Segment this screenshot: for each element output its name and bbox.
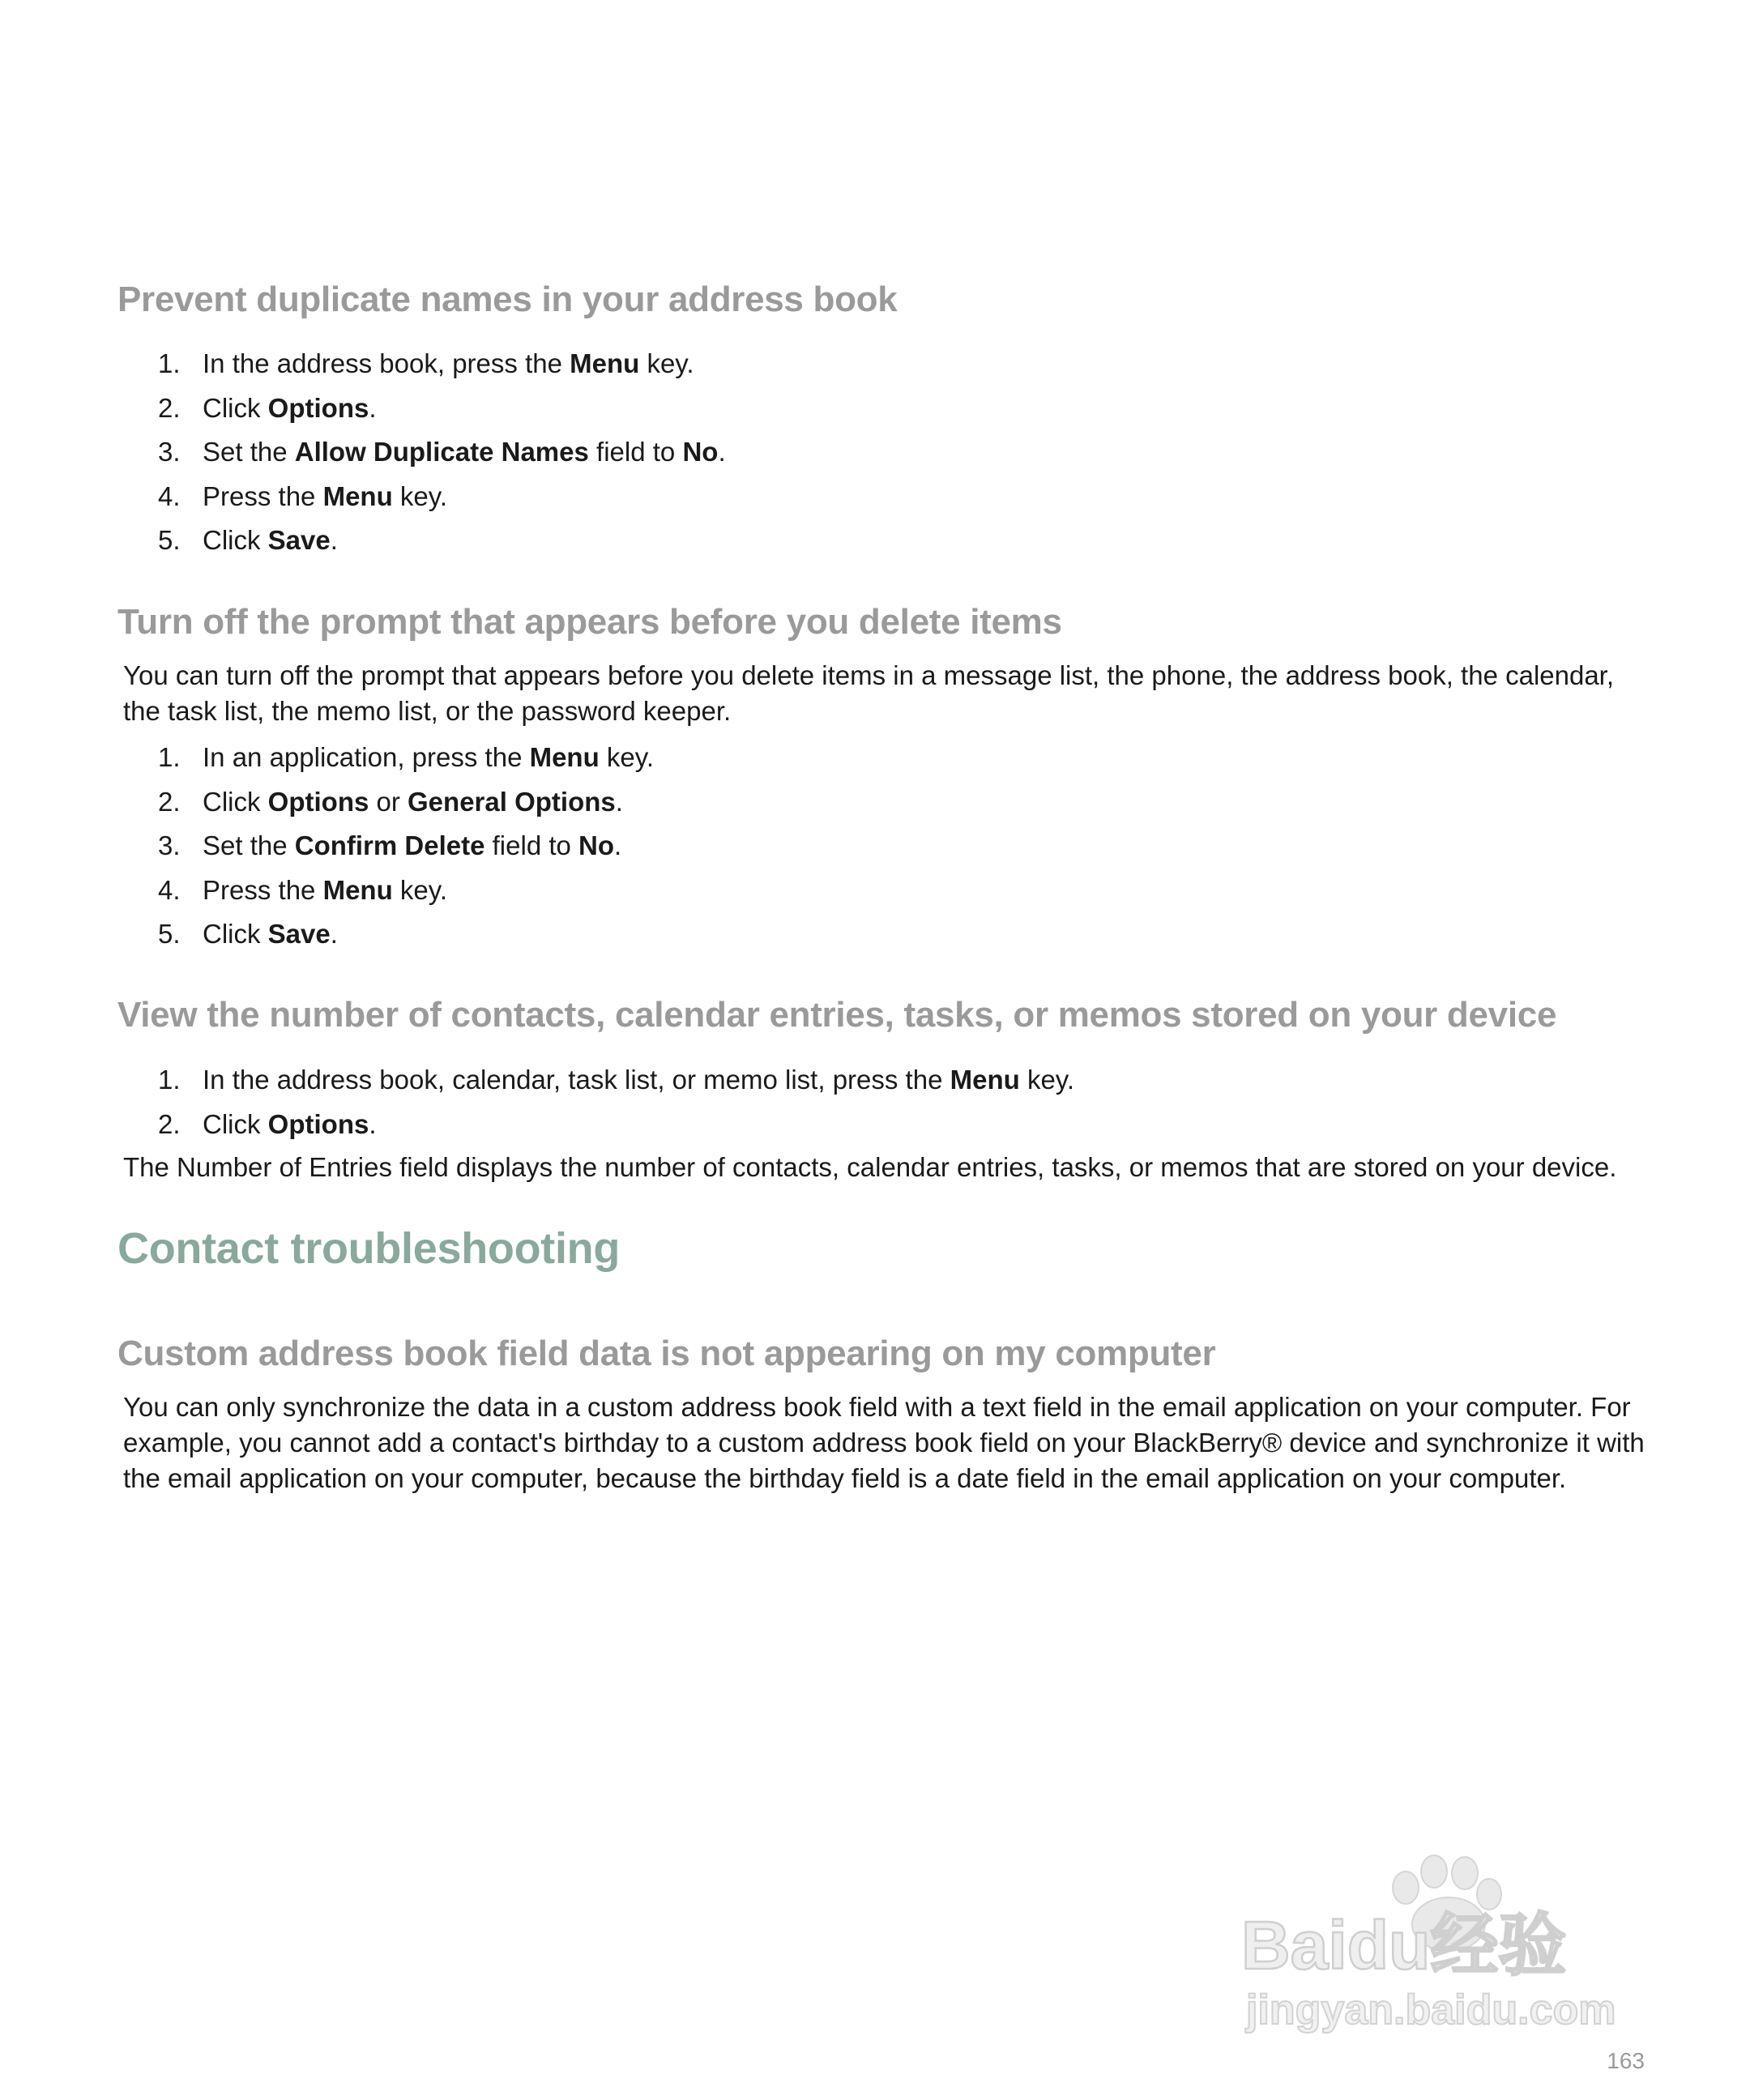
step-item (158, 1103, 1074, 1147)
step-text: Set the (203, 437, 295, 467)
chapter-heading-contact-troubleshooting: Contact troubleshooting (117, 1224, 621, 1273)
step-number: 1. (158, 742, 181, 772)
step-bold-term: Options (267, 1108, 369, 1139)
step-bold-term: Menu (950, 1065, 1020, 1095)
step-number: 1. (158, 1065, 181, 1095)
step-bold-term: Save (267, 919, 331, 949)
step-text: Set the (203, 830, 295, 860)
step-number: 3. (158, 437, 181, 467)
step-text: Click (203, 1108, 268, 1139)
section-heading-custom-field: Custom address book field data is not appearing on my computer (117, 1334, 1216, 1373)
step-text: In the address book, calendar, task list, or memo list, press the (203, 1065, 950, 1095)
step-item (158, 824, 654, 869)
step-number: 1. (158, 348, 181, 378)
step-number: 5. (158, 919, 181, 949)
step-number: 5. (158, 525, 181, 555)
step-text: or (369, 786, 408, 817)
section-heading-view-number: View the number of contacts, calendar entries, tasks, or memos stored on your device (117, 995, 1557, 1035)
step-text: . (369, 392, 377, 423)
step-bold-term: Menu (322, 874, 393, 905)
step-text: Click (203, 919, 268, 949)
step-text: Press the (203, 480, 323, 511)
step-item (158, 519, 726, 563)
step-bold-term: Save (267, 525, 331, 555)
step-text: key. (599, 742, 655, 772)
section-note-view-number: The Number of Entries field displays the number of contacts, calendar entries, tasks, or memos that are stored on your device. (123, 1152, 1617, 1182)
step-text: Click (203, 392, 268, 423)
step-bold-term: Menu (529, 742, 600, 772)
step-text: key. (392, 874, 447, 905)
page-number: 163 (1607, 2048, 1645, 2073)
step-item (158, 736, 654, 780)
step-bold-term: No (578, 830, 615, 860)
step-item (158, 342, 726, 386)
step-bold-term: Confirm Delete (294, 830, 485, 860)
step-text: Press the (203, 874, 323, 905)
steps-list-view-number (158, 1058, 1074, 1146)
step-item (158, 912, 654, 957)
step-text: field to (484, 830, 579, 860)
step-text: . (330, 919, 338, 949)
section-intro-turn-off-prompt: You can turn off the prompt that appears before you delete items in a message list, the phone, the address book, the calendar, the task list, the memo list, or the password keeper. (123, 660, 1615, 726)
step-item (158, 475, 726, 519)
step-text: . (614, 830, 622, 860)
watermark-url-text: jingyan.baidu.com (1246, 1987, 1616, 2034)
step-text: . (718, 437, 726, 467)
step-number: 4. (158, 480, 181, 511)
step-number: 2. (158, 1108, 181, 1139)
step-bold-term: Options (267, 786, 369, 817)
step-text: . (615, 786, 623, 817)
section-heading-turn-off-prompt: Turn off the prompt that appears before you delete items (117, 602, 1062, 642)
step-text: In an application, press the (203, 742, 530, 772)
step-text: key. (392, 480, 447, 511)
step-bold-term: No (682, 437, 719, 467)
step-item (158, 386, 726, 431)
step-text: key. (639, 348, 694, 378)
step-text: . (330, 525, 338, 555)
step-text: key. (1019, 1065, 1075, 1095)
step-bold-term: Menu (570, 348, 640, 378)
section-heading-prevent-duplicates: Prevent duplicate names in your address book (117, 280, 898, 319)
step-text: In the address book, press the (203, 348, 570, 378)
step-number: 4. (158, 874, 181, 905)
step-text: . (369, 1108, 377, 1139)
watermark-brand-text: Baidu经验 (1241, 1907, 1567, 1983)
step-text: field to (588, 437, 683, 467)
step-item (158, 1058, 1074, 1103)
step-item (158, 780, 654, 825)
steps-list-prevent-duplicates (158, 342, 726, 563)
step-item (158, 430, 726, 475)
step-bold-term: Menu (322, 480, 393, 511)
step-number: 2. (158, 786, 181, 817)
step-bold-term: Options (267, 392, 369, 423)
step-text: Click (203, 525, 268, 555)
step-item (158, 869, 654, 913)
step-text: Click (203, 786, 268, 817)
step-bold-term: Allow Duplicate Names (294, 437, 589, 467)
step-number: 3. (158, 830, 181, 860)
steps-list-turn-off-prompt (158, 736, 654, 957)
section-body-custom-field: You can only synchronize the data in a custom address book field with a text field in the email application on your computer. For example, you cannot add a contact's birthday to a custom address book field on your BlackBerry® device and synchronize it with the email application on your computer, because the birthday field is a date field in the email application on your computer. (123, 1392, 1645, 1493)
step-number: 2. (158, 392, 181, 423)
step-bold-term: General Options (408, 786, 616, 817)
baidu-jingyan-watermark (1240, 1847, 1661, 2042)
